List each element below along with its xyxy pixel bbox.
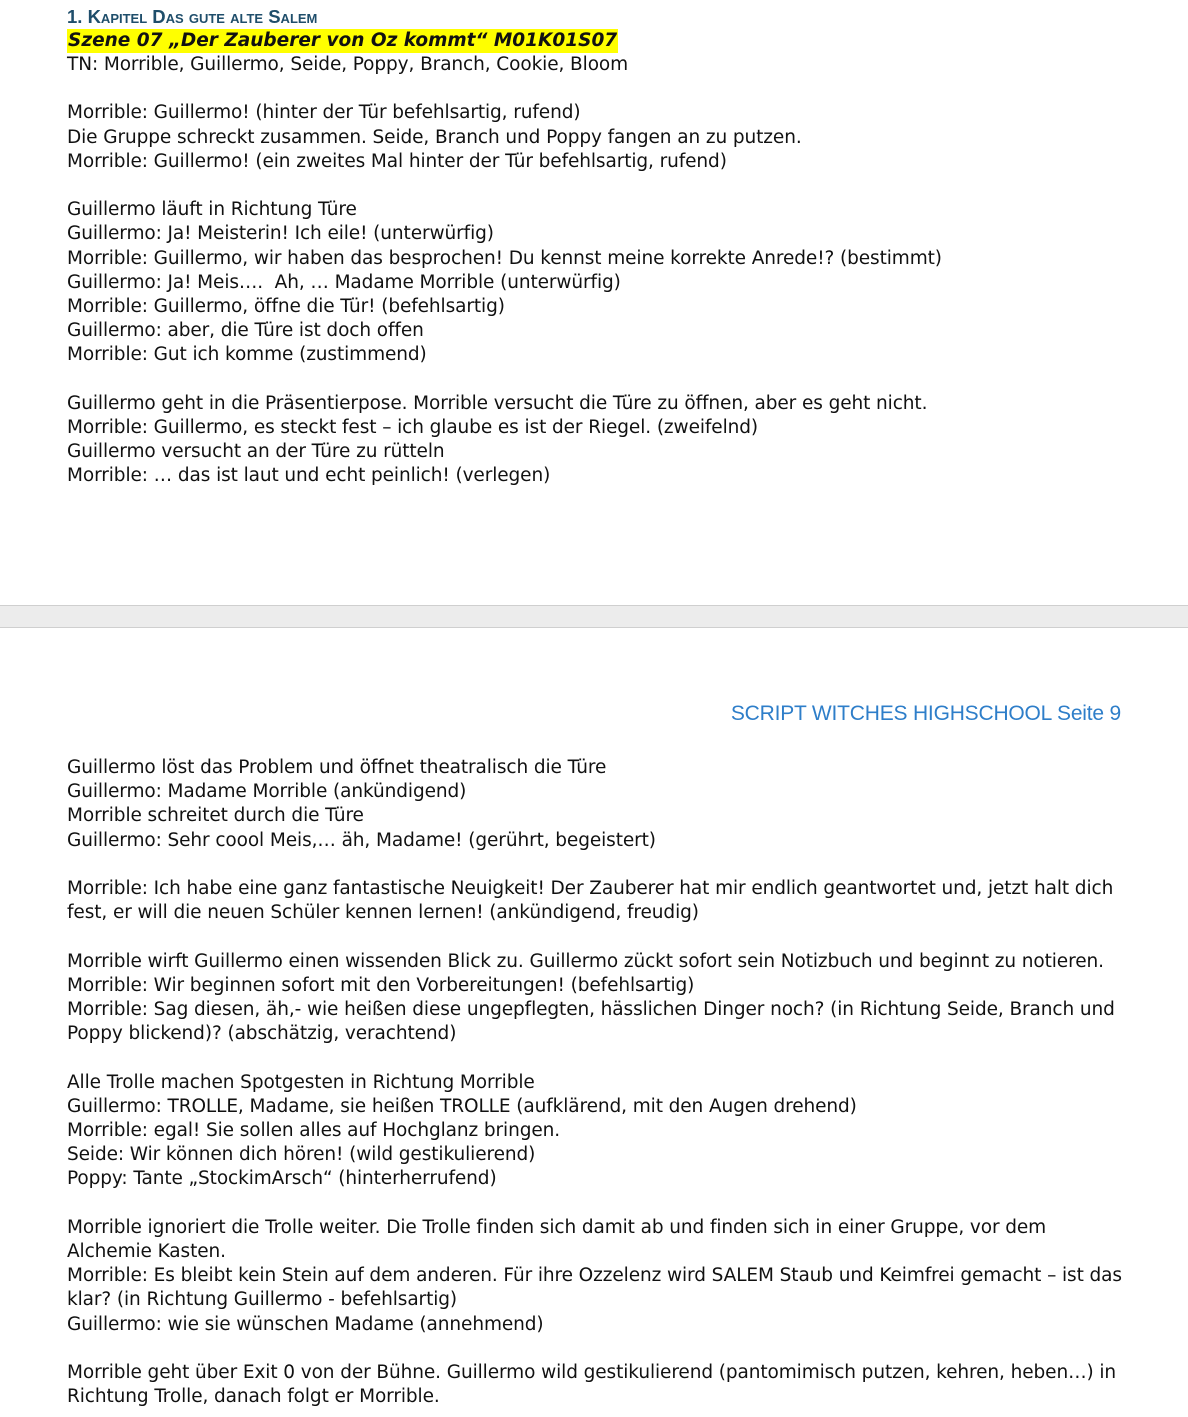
page-break — [0, 605, 1188, 628]
script-line: Guillermo: Madame Morrible (ankündigend) — [67, 781, 467, 803]
blank-line — [67, 853, 1127, 877]
blank-line — [67, 1046, 1127, 1070]
script-line: Seide: Wir können dich hören! (wild gestikulierend) — [67, 1144, 536, 1166]
script-line: Guillermo geht in die Präsentierpose. Morrible versucht die Türe zu öffnen, aber es geht nicht. — [67, 392, 928, 414]
script-line: Morrible: Es bleibt kein Stein auf dem anderen. Für ihre Ozzelenz wird SALEM Staub und Keimfrei gemacht – ist das klar? (in Richtung Guillermo - befehlsartig) — [67, 1265, 1128, 1311]
script-line: Guillermo: aber, die Türe ist doch offen — [67, 320, 424, 342]
blank-line — [67, 1192, 1127, 1216]
script-line: Guillermo: Sehr coool Meis,… äh, Madame! (gerührt, begeistert) — [67, 829, 656, 851]
script-line: Morrible: Guillermo, wir haben das besprochen! Du kennst meine korrekte Anrede!? (bestimmt) — [67, 247, 942, 269]
script-line: Morrible: egal! Sie sollen alles auf Hochglanz bringen. — [67, 1120, 561, 1141]
script-line: Guillermo: Ja! Meisterin! Ich eile! (unterwürfig) — [67, 223, 494, 245]
page-1-script-lines — [67, 77, 1127, 488]
page-1-body — [67, 5, 1127, 489]
page-header: SCRIPT WITCHES HIGHSCHOOL Seite 9 — [730, 702, 1121, 725]
document-page-1 — [0, 0, 1188, 605]
script-line: Guillermo läuft in Richtung Türe — [67, 199, 357, 221]
script-line: Morrible schreitet durch die Türe — [67, 805, 364, 827]
script-line: Morrible: … das ist laut und echt peinlich! (verlegen) — [67, 465, 551, 487]
script-line: Morrible geht über Exit 0 von der Bühne. Guillermo wild gestikulierend (pantomimisch putzen, kehren, heben…) in Richtung Trolle, danach folgt er Morrible. — [67, 1362, 1122, 1408]
script-line: Morrible: Ich habe eine ganz fantastische Neuigkeit! Der Zauberer hat mir endlich geantwortet und, jetzt halt dich fest, er will die neuen Schüler kennen lernen! (ankündigend, freudig) — [67, 878, 1119, 924]
scene-title: Szene 07 „Der Zauberer von Oz kommt“ M01K01S07 — [68, 30, 618, 51]
script-line: Morrible: Guillermo! (hinter der Tür befehlsartig, rufend) — [67, 102, 581, 124]
script-line: Poppy: Tante „StockimArsch“ (hinterherrufend) — [67, 1168, 497, 1190]
script-line: Morrible: Guillermo, öffne die Tür! (befehlsartig) — [67, 296, 505, 317]
script-line: Guillermo löst das Problem und öffnet theatralisch die Türe — [67, 757, 607, 778]
script-line: Morrible: Guillermo! (ein zweites Mal hinter der Tür befehlsartig, rufend) — [67, 150, 727, 172]
script-line: Guillermo: Ja! Meis…. Ah, … Madame Morrible (unterwürfig) — [67, 271, 621, 293]
script-line: Guillermo: TROLLE, Madame, sie heißen TROLLE (aufklärend, mit den Augen drehend) — [67, 1095, 857, 1117]
blank-line — [67, 174, 1127, 198]
blank-line — [67, 925, 1127, 949]
document-page-2 — [0, 628, 1188, 1417]
script-line: Morrible ignoriert die Trolle weiter. Die Trolle finden sich damit ab und finden sich in einer Gruppe, vor dem Alchemie Kasten. — [67, 1216, 1052, 1262]
script-line: Die Gruppe schreckt zusammen. Seide, Branch und Poppy fangen an zu putzen. — [67, 126, 802, 148]
blank-line — [67, 368, 1127, 392]
script-line: Morrible: Wir beginnen sofort mit den Vorbereitungen! (befehlsartig) — [67, 974, 695, 996]
script-line: Morrible: Sag diesen, äh,- wie heißen diese ungepflegten, hässlichen Dinger noch? (in Richtung Seide, Branch und Poppy blickend)? (abschätzig, verachtend) — [67, 999, 1121, 1045]
script-line: Guillermo: wie sie wünschen Madame (annehmend) — [67, 1313, 544, 1335]
participants-line: TN: Morrible, Guillermo, Seide, Poppy, Branch, Cookie, Bloom — [67, 54, 629, 75]
blank-line — [67, 1337, 1127, 1361]
blank-line — [67, 77, 1127, 101]
page-2-script-lines — [67, 756, 1127, 1409]
script-line: Morrible: Gut ich komme (zustimmend) — [67, 344, 427, 366]
script-line: Guillermo versucht an der Türe zu rütteln — [67, 441, 445, 463]
script-line: Alle Trolle machen Spotgesten in Richtung Morrible — [67, 1071, 535, 1093]
chapter-heading: 1. Kapitel Das gute alte Salem — [67, 6, 318, 27]
script-line: Morrible wirft Guillermo einen wissenden Blick zu. Guillermo zückt sofort sein Notizbuch und beginnt zu notieren. — [67, 950, 1104, 972]
script-line: Morrible: Guillermo, es steckt fest – ich glaube es ist der Riegel. (zweifelnd) — [67, 417, 759, 438]
